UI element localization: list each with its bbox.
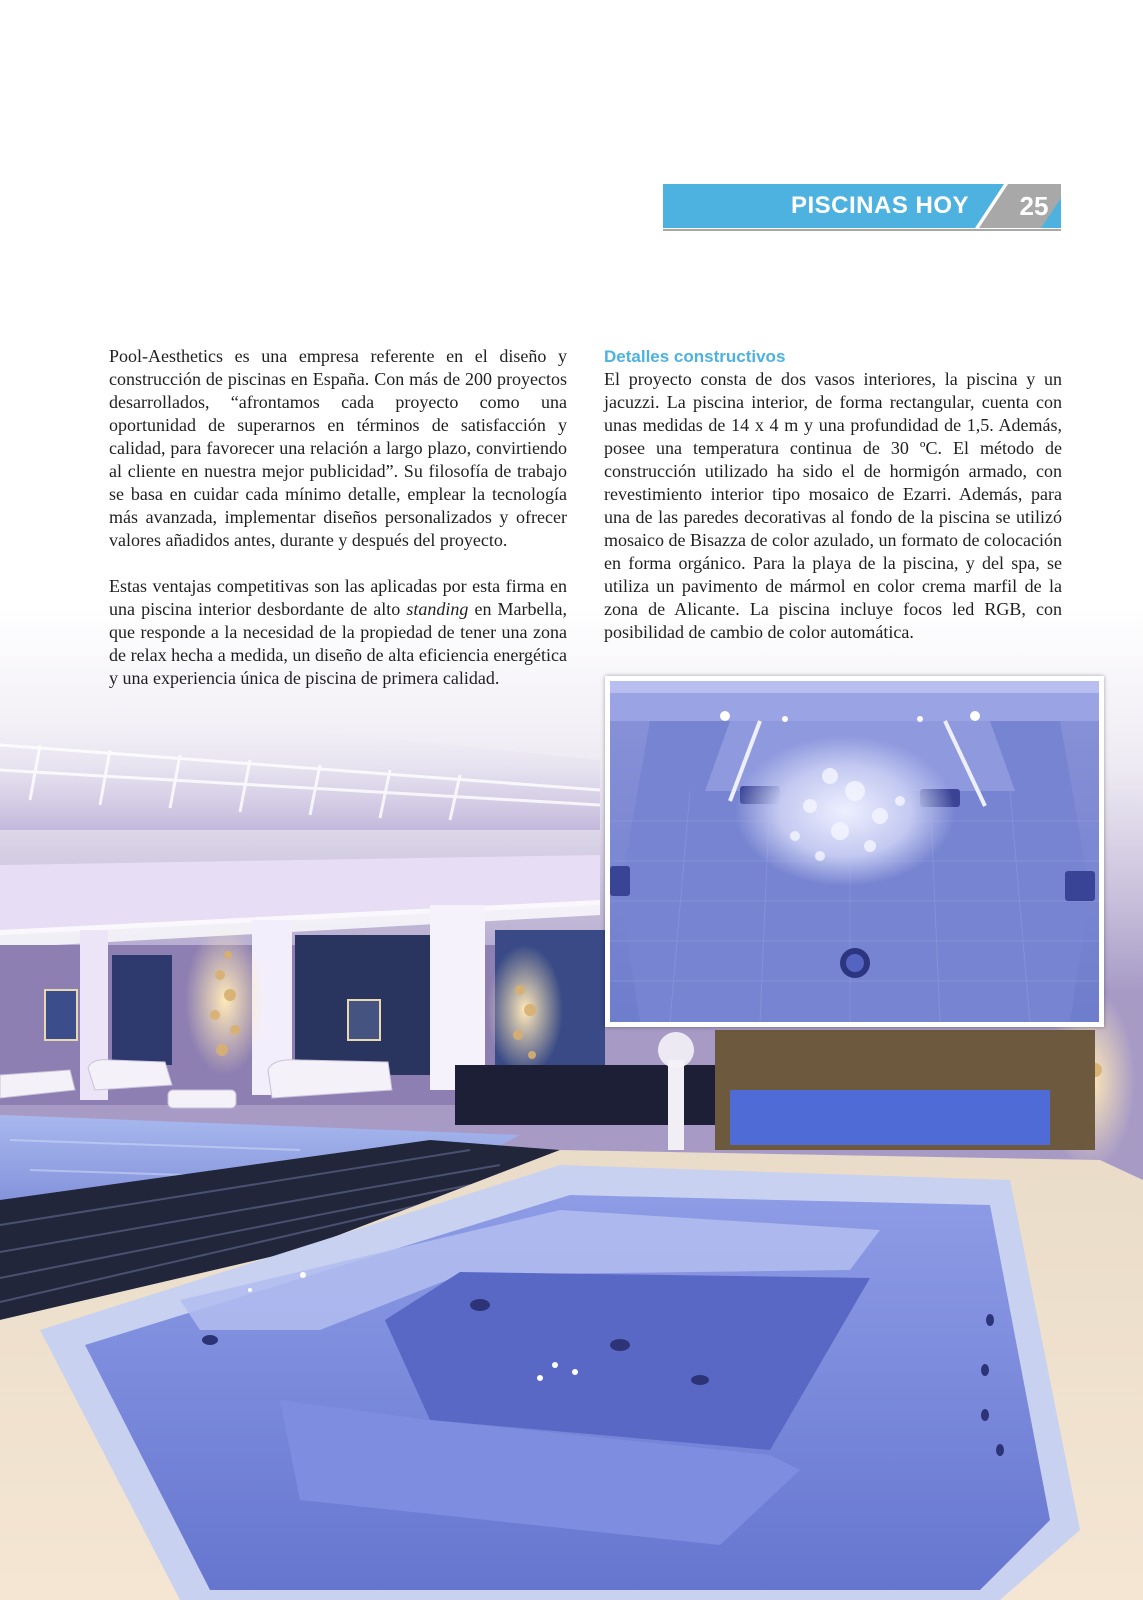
section-header (663, 184, 1061, 232)
intro-paragraph: Pool-Aesthetics es una empresa referente en el diseño y construcción de piscinas en España. Con más de 200 proyectos desarrollados, “afrontamos cada proyecto como una oportunidad de superarnos en términos de satisfacción y calidad, para favorecer una relación a largo plazo, convirtiendo al cliente en nuestra mejor publicidad”. Su filosofía de trabajo se basa en cuidar cada mínimo detalle, emplear la tecnología más avanzada, implementar diseños personalizados y ofrecer valores añadidos antes, durante y después del proyecto. (109, 346, 567, 550)
subheading: Detalles constructivos (604, 347, 786, 366)
italic-word: standing (406, 599, 469, 619)
left-column (109, 345, 567, 690)
second-paragraph-start: Estas ventajas competitivas son las aplicadas por esta firma en una piscina interior desbordante de alto (109, 576, 567, 619)
second-paragraph (109, 575, 567, 690)
jacuzzi-jets-image (610, 681, 1099, 1022)
jacuzzi-inset-photo (605, 676, 1104, 1027)
details-paragraph: El proyecto consta de dos vasos interiores, la piscina y un jacuzzi. La piscina interior, de forma rectangular, cuenta con unas medidas de 14 x 4 m y una profundidad de 1,5. Además, posee una temperatura continua de 30 ºC. El método de construcción utilizado ha sido el de hormigón armado, con revestimiento interior tipo mosaico de Ezarri. Además, para una de las paredes decorativas al fondo de la piscina se utilizó mosaico de Bisazza de color azulado, un formato de colocación en forma orgánico. Para la playa de la piscina, y del spa, se utiliza un pavimento de mármol en color crema marfil de la zona de Alicante. La piscina incluye focos led RGB, con posibilidad de cambio de color automática. (604, 369, 1062, 642)
right-column (604, 345, 1062, 644)
page-number: 25 (1019, 191, 1049, 221)
second-paragraph-end: en Marbella, que responde a la necesidad de la propiedad de tener una zona de relax hecha a medida, un diseño de alta eficiencia energética y una experiencia única de piscina de primera calidad. (109, 599, 568, 688)
section-title: PISCINAS HOY (790, 192, 969, 219)
